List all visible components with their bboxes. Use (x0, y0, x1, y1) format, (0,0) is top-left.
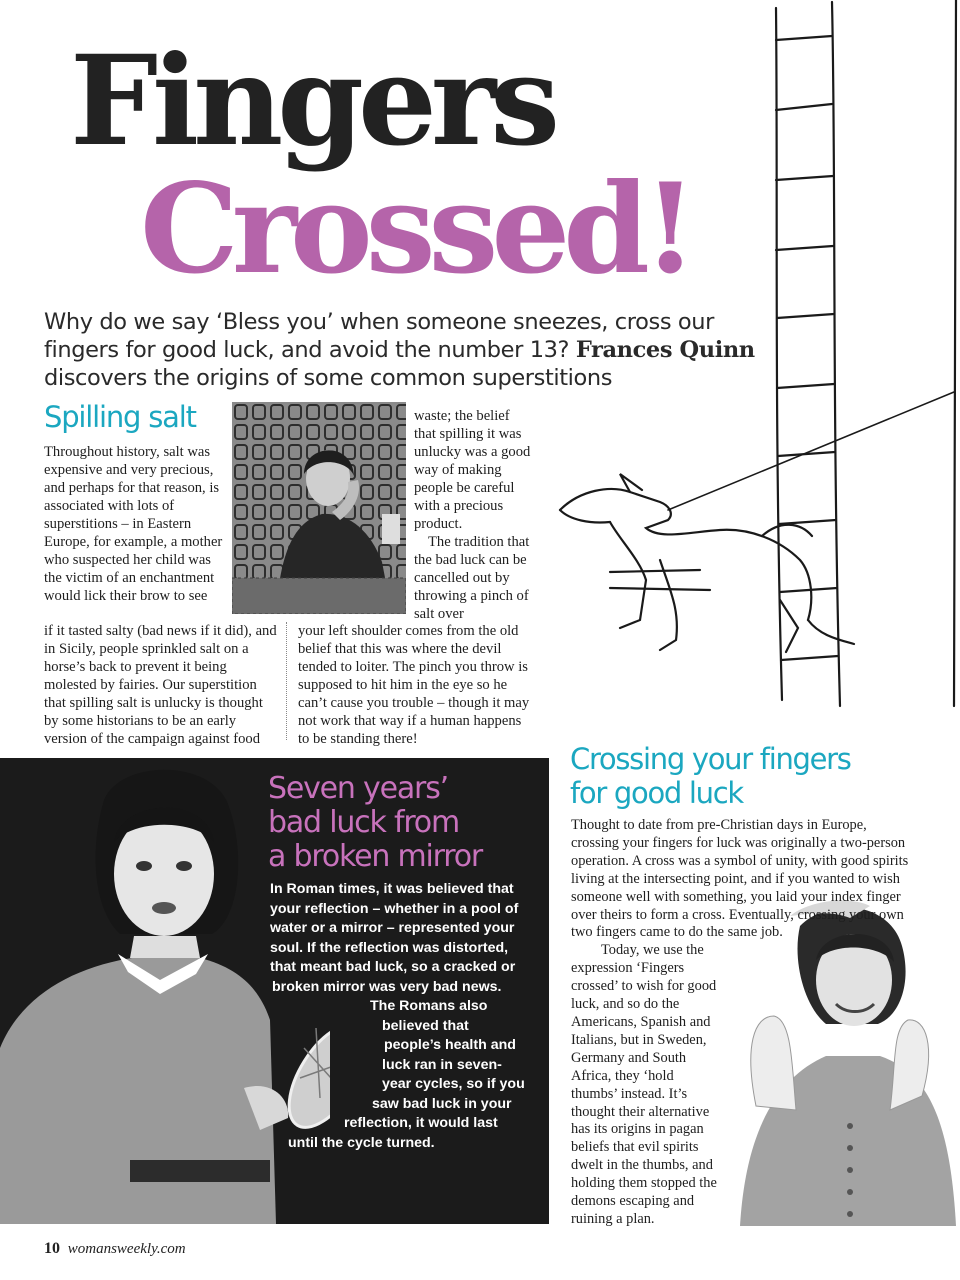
salt-body-col1-wide (44, 622, 280, 748)
standfirst-tail: discovers the origins of some common superstitions (44, 365, 613, 391)
salt-paragraph-2: waste; the belief that spilling it was unlucky was a good way of making people be careful with a precious product. (414, 408, 531, 532)
ladder-right-rail (832, 2, 840, 706)
salt-paragraph-3-cont: your left shoulder comes from the old belief that this was where the devil tended to loiter. The pinch you throw is supposed to hit him in the eye so he can’t cause you trouble – though it may not work that way if a human happens to be standing there! (298, 623, 530, 747)
woman-salt-photo (232, 402, 406, 614)
mirror-line: water or a mirror – represented your (270, 920, 515, 936)
mirror-line: that meant bad luck, so a cracked or (270, 959, 516, 975)
mirror-line: year cycles, so if you (382, 1076, 525, 1092)
standfirst (44, 308, 774, 392)
mirror-line: soul. If the reflection was distorted, (270, 939, 509, 956)
mirror-line: believed that (382, 1017, 469, 1034)
salt-paragraph-1-cont: if it tasted salty (bad news if it did), and in Sicily, people sprinkled salt on a horse’s back to prevent it being molested by fairies. Our superstition that spilling salt is unlucky is thought by some historians to be an early version of the campaign against food (44, 623, 277, 747)
mirror-body (270, 880, 525, 1153)
crossing-heading-line-2: for good luck (570, 776, 743, 810)
salt-heading: Spilling salt (44, 400, 196, 434)
mirror-line: luck ran in seven- (382, 1056, 502, 1073)
salt-paragraph-1: Throughout history, salt was expensive and very precious, and perhaps for that reason, is associated with lots of superstitions – in Eastern Europe, for example, a mother who suspected her child was the victim of an enchantment would lick their brow to see (44, 444, 223, 604)
salt-column-divider (286, 622, 287, 740)
crossing-paragraph-1: Thought to date from pre-Christian days in Europe, crossing your fingers for luck was originally a two-person operation. A cross was a symbol of unity, with good spirits living at the intersecting point, and if you wanted to wish someone well with something, you laid your index finger over theirs to form a cross. Eventually, crossing your own two fingers came to do the same job. (571, 817, 909, 941)
crossing-heading (570, 742, 851, 810)
mirror-line: your reflection – whether in a pool of (270, 900, 519, 917)
mirror-line: people’s health and (384, 1037, 516, 1053)
headline-line-1: Fingers (70, 29, 555, 174)
salt-body-col1 (44, 443, 224, 605)
mirror-line: broken mirror was very bad news. (272, 978, 502, 995)
salt-body-col2-top (414, 407, 532, 623)
ladder-left-rail (776, 8, 782, 700)
standfirst-lead: Why do we say ‘Bless you’ when someone sneezes, cross our fingers for good luck, and avoid the number 13? (44, 309, 714, 363)
mirror-heading-line-1: Seven years’ (268, 771, 448, 806)
mirror-heading-line-2: bad luck from (268, 805, 459, 840)
mirror-line: The Romans also (370, 998, 488, 1014)
author-name: Frances Quinn (575, 337, 755, 363)
crossing-paragraph-2: Today, we use the expression ‘Fingers crossed’ to wish for good luck, and so do the Americans, Spanish and Italians, but in Sweden, Germany and South Africa, they ‘hold thumbs’ instead. It’s thought their alternative has its origins in pagan beliefs that evil spirits dwelt in the thumbs, and holding them stopped the demons escaping and ruining a plan. (571, 942, 717, 1227)
mirror-heading (268, 772, 482, 874)
crossing-heading-line-1: Crossing your fingers (570, 742, 851, 776)
salt-paragraph-3: The tradition that the bad luck can be cancelled out by throwing a pinch of salt over (414, 534, 530, 622)
salt-body-col2-wide (298, 622, 532, 748)
mirror-heading-line-3: a broken mirror (268, 839, 483, 874)
mirror-line: saw bad luck in your (372, 1095, 512, 1112)
crossing-body (571, 817, 911, 1229)
site-url: womansweekly.com (67, 1241, 186, 1257)
mirror-line: until the cycle turned. (288, 1134, 435, 1151)
page-footer (44, 1240, 186, 1258)
headline-line-2: Crossed! (140, 157, 691, 302)
mirror-line: In Roman times, it was believed that (270, 881, 514, 897)
page-number: 10 (44, 1240, 60, 1257)
mirror-line: reflection, it would last (344, 1115, 498, 1131)
